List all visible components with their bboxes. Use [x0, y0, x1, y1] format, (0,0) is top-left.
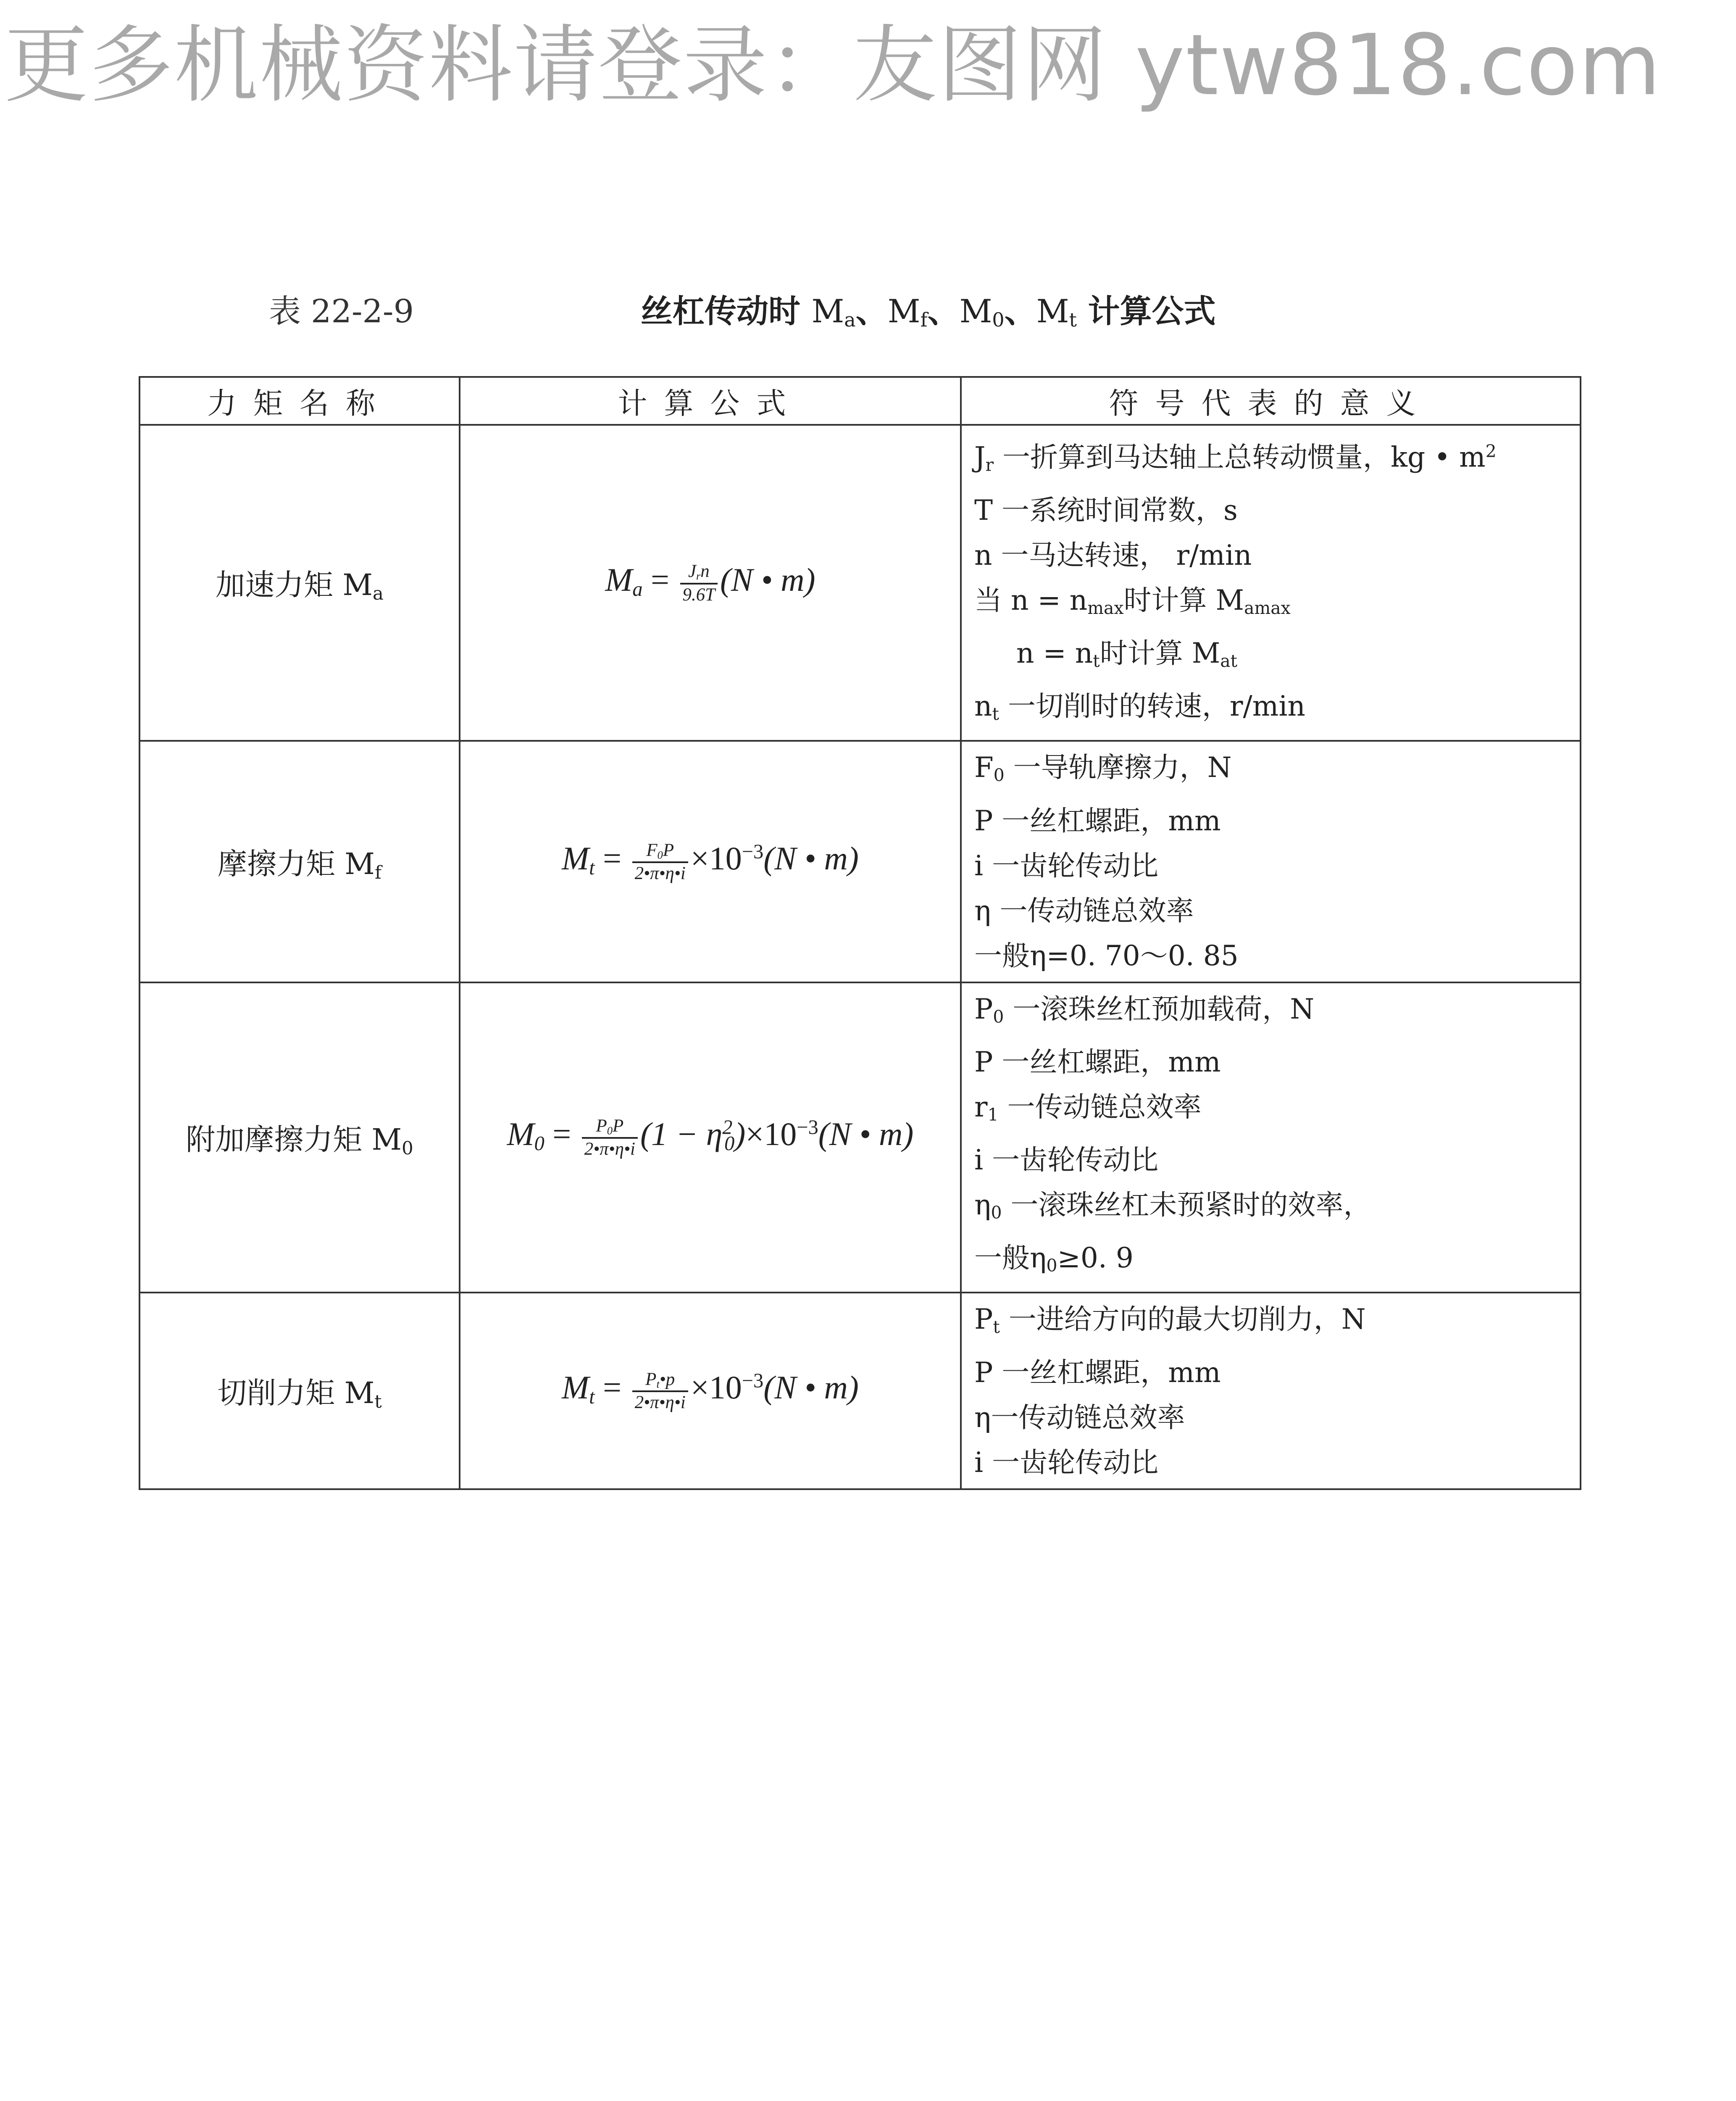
meaning-line: $n = n_t$时计算 $M_{at}$ [1016, 637, 1238, 671]
meaning-line: i 一齿轮传动比 [974, 1144, 1159, 1177]
meaning-line: i 一齿轮传动比 [974, 1446, 1159, 1479]
table-row-additional-friction [139, 982, 1581, 1293]
meaning-line: $J_r$ 一折算到马达轴上总转动惯量，kg • $m^2$ [974, 441, 1497, 475]
formula: $M_t$ = $\frac{P_t•p}{2•\pi•\eta•i}$ $\times 10^{-3}(N$ • m) [460, 1293, 961, 1489]
meaning-line: 一般η=0. 70～0. 85 [974, 939, 1239, 972]
meaning-line: 当 $n = n_{max}$时计算 $M_{amax}$ [974, 584, 1291, 618]
table-row-cutting [139, 1293, 1581, 1489]
meaning-line: P 一丝杠螺距，mm [974, 804, 1221, 837]
meaning-line: $P_0$ 一滚珠丝杠预加载荷，N [974, 993, 1315, 1027]
meaning-line: $F_0$ 一导轨摩擦力，N [974, 751, 1232, 786]
table-row-acceleration [139, 425, 1581, 741]
symbol-meaning [961, 982, 1581, 1293]
meaning-line: $r_1$ 一传动链总效率 [974, 1090, 1202, 1125]
symbol-meaning [961, 425, 1581, 741]
meaning-line: T 一系统时间常数，s [974, 494, 1238, 527]
formula: $M_t$ = $\frac{F_0P}{2•\pi•\eta•i}$ $\times 10^{-3}(N$ • m) [460, 741, 961, 982]
table-title: 丝杠传动时 $M_a$、$M_f$、$M_0$、$M_t$ 计算公式 [641, 292, 1216, 331]
header-formula: 计算公式 [460, 377, 961, 425]
torque-name: 切削力矩 $M_t$ [139, 1293, 460, 1489]
symbol-meaning [961, 741, 1581, 982]
meaning-line: i 一齿轮传动比 [974, 849, 1159, 882]
table-row-friction [139, 741, 1581, 982]
table-number: 表 22-2-9 [269, 292, 414, 330]
meaning-line: P 一丝杠螺距，mm [974, 1045, 1221, 1078]
header-torque-name: 力矩名称 [139, 377, 460, 425]
meaning-line: η一传动链总效率 [974, 1401, 1185, 1434]
formula-table [139, 376, 1581, 1490]
formula: $M_a$ = $\frac{J_rn}{9.6T}$ (N • m) [460, 425, 961, 741]
meaning-line: P 一丝杠螺距，mm [974, 1356, 1221, 1389]
meaning-line: η 一传动链总效率 [974, 894, 1194, 927]
meaning-line: n 一马达转速， r/min [974, 539, 1252, 571]
header-row [139, 377, 1581, 425]
torque-name: 摩擦力矩 $M_f$ [139, 741, 460, 982]
meaning-line: 一般$\eta_0\ge 0$. 9 [974, 1242, 1134, 1276]
torque-name: 加速力矩 $M_a$ [139, 425, 460, 741]
formula: $M_0$ = $\frac{P_0P}{2•\pi•\eta•i}$ $(1 - \eta^2_0)\times 10^{-3}(N$ • m) [460, 982, 961, 1293]
torque-name: 附加摩擦力矩 $M_0$ [139, 982, 460, 1293]
symbol-meaning [961, 1293, 1581, 1489]
meaning-line: $P_t$ 一进给方向的最大切削力，N [974, 1303, 1366, 1337]
header-meaning: 符号代表的意义 [961, 377, 1581, 425]
meaning-line: $n_t$ 一切削时的转速，r/min [974, 690, 1305, 724]
meaning-line: $\eta_0$ 一滚珠丝杠未预紧时的效率， [974, 1189, 1371, 1223]
watermark-top: 更多机械资料请登录：友图网 ytw818.com [4, 16, 1662, 114]
